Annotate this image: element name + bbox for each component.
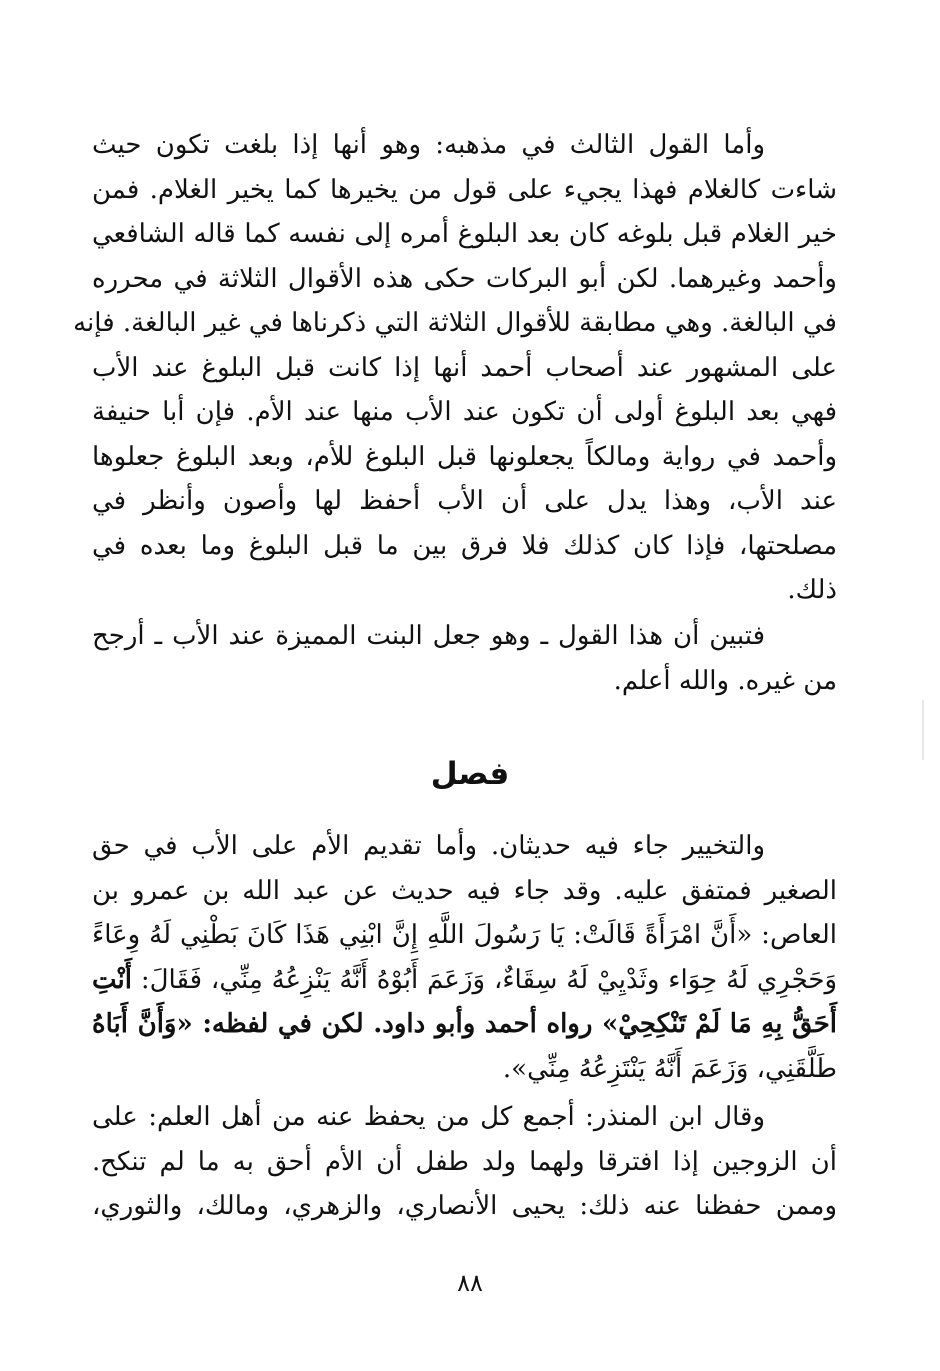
text-line: فهي بعد البلوغ أولى أن تكون عند الأب منها عند الأم. فإن أبا حنيفة bbox=[92, 397, 837, 427]
text-line: وقال ابن المنذر: أجمع كل من يحفظ عنه من أهل العلم: على bbox=[92, 1102, 765, 1132]
text-segment: تَنْكِحِيْ» رواه أحمد وأبو داود. لكن في لفظه: «وَأَنَّ أَبَاهُ bbox=[92, 1009, 687, 1039]
paragraph-hadith bbox=[92, 824, 837, 1091]
bold-quote-segment: أَنْتِ bbox=[92, 964, 132, 995]
text-line: فتبين أن هذا القول ـ وهو جعل البنت المميزة عند الأب ـ أرجح bbox=[92, 621, 765, 651]
scan-edge-mark bbox=[922, 700, 924, 760]
text-line: العاص: «أَنَّ امْرَأَةً قَالَتْ: يَا رَسُولَ اللَّهِ إِنَّ ابْنِي هَذَا كَانَ بَطْنِي لَهُ وِعَاءً bbox=[92, 920, 837, 950]
text-line: والتخيير جاء فيه حديثان. وأما تقديم الأم على الأب في حق bbox=[92, 831, 765, 861]
text-line: ذلك. bbox=[787, 575, 837, 605]
text-line: طَلَّقَنِي، وَزَعَمَ أَنَّهُ يَنْتَزِعُهُ مِنِّي». bbox=[502, 1053, 837, 1084]
paragraph-ibn-al-mundhir bbox=[92, 1095, 837, 1229]
text-line: الصغير فمتفق عليه. وقد جاء فيه حديث عن عبد الله بن عمرو بن bbox=[92, 875, 837, 906]
text-line: في البالغة. وهي مطابقة للأقوال الثلاثة التي ذكرناها في غير البالغة. فإنه bbox=[73, 308, 837, 338]
text-line: خير الغلام قبل بلوغه كان بعد البلوغ أمره إلى نفسه كما قاله الشافعي bbox=[92, 219, 837, 249]
text-segment: وَحَجْرِي لَهُ حِوَاء وثَدْيِيْ لَهُ سِقَاءٌ، وَزَعَمَ أَبُوْهُ أَنَّهُ يَنْزِعُهُ مِنِّي، فَقَالَ: bbox=[140, 964, 837, 995]
paragraph-conclusion bbox=[92, 614, 837, 703]
text-line: وممن حفظنا عنه ذلك: يحيى الأنصاري، والزهري، ومالك، والثوري، bbox=[92, 1191, 837, 1221]
section-heading: فصل bbox=[430, 756, 510, 792]
page-number: ٨٨ bbox=[457, 1269, 483, 1297]
text-line: على المشهور عند أصحاب أحمد أنها إذا كانت قبل البلوغ عند الأب bbox=[92, 352, 837, 383]
text-line bbox=[92, 958, 837, 1003]
text-line: وأما القول الثالث في مذهبه: وهو أنها إذا بلغت تكون حيث bbox=[92, 130, 765, 160]
text-line: وأحمد في رواية ومالكاً يجعلونها قبل البلوغ للأم، وبعد البلوغ جعلوها bbox=[92, 441, 837, 472]
text-line: عند الأب، وهذا يدل على أن الأب أحفظ لها وأصون وأنظر في bbox=[92, 486, 837, 516]
text-line: مصلحتها، فإذا كان كذلك فلا فرق بين ما قبل البلوغ وما بعده في bbox=[92, 530, 837, 561]
text-line: أن الزوجين إذا افترقا ولهما ولد طفل أن الأم أحق به ما لم تنكح. bbox=[92, 1146, 837, 1177]
text-line: شاءت كالغلام فهذا يجيء على قول من يخيرها كما يخير الغلام. فمن bbox=[92, 174, 837, 205]
bold-quote-segment: أَحَقُّ بِهِ مَا لَمْ bbox=[694, 1009, 838, 1039]
text-line: من غيره. والله أعلم. bbox=[613, 665, 837, 696]
text-line bbox=[92, 1002, 837, 1047]
text-line: وأحمد وغيرهما. لكن أبو البركات حكى هذه الأقوال الثلاثة في محرره bbox=[92, 263, 837, 294]
paragraph-third-opinion bbox=[73, 123, 837, 613]
